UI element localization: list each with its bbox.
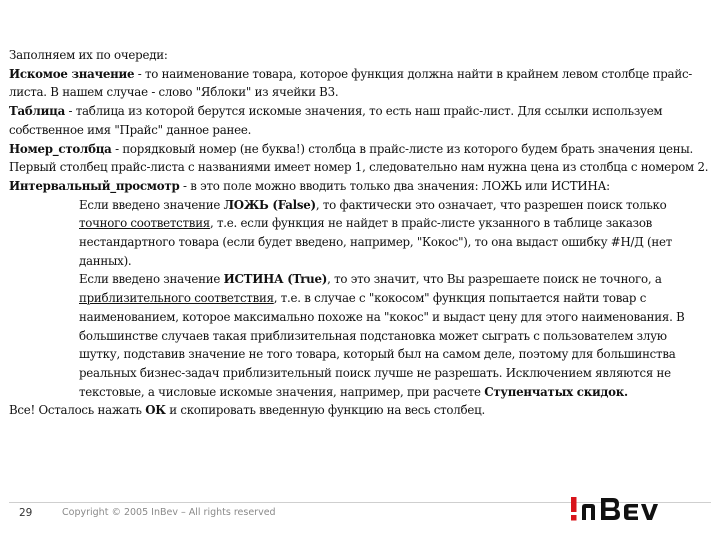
- exact-match-link[interactable]: точного соответствия: [79, 216, 210, 231]
- final-text-2: и скопировать введенную функцию на весь столбец.: [165, 403, 485, 418]
- lookup-value-text: - то наименование товара, которое функция должна найти в крайнем левом столбце прайс-листа. В нашем случае - слово "Яблоки" из ячейки B3.: [9, 66, 693, 100]
- true-text-1: Если введено значение: [79, 272, 224, 287]
- logo-red-bar: [571, 497, 577, 512]
- range-lookup-term: Интервальный_просмотр: [9, 178, 180, 193]
- lookup-value-term: Искомое значение: [9, 66, 135, 81]
- table-text: - таблица из которой берутся искомые значения, то есть наш прайс-лист. Для ссылки используем собственное имя "Прайс" данное ранее.: [9, 104, 663, 137]
- step-discounts-term: Ступенчатых скидок.: [484, 384, 628, 399]
- ok-term: ОК: [145, 403, 166, 418]
- range-lookup-paragraph: [9, 177, 711, 196]
- inbev-logo: [568, 494, 688, 524]
- page-number: 29: [19, 507, 33, 519]
- false-option-paragraph: [9, 196, 711, 271]
- table-paragraph: [9, 102, 711, 139]
- final-paragraph: [9, 401, 711, 420]
- lookup-value-paragraph: [9, 65, 711, 102]
- logo-letter-b: [601, 498, 620, 520]
- col-index-paragraph: [9, 140, 711, 177]
- slide-body: [9, 46, 711, 420]
- logo-letter-e: [624, 504, 638, 520]
- false-text-1: Если введено значение: [79, 197, 224, 212]
- true-text-3: , т.е. в случае с "кокосом" функция попытается найти товар с наименованием, которое максимально похоже на "кокос" и выдаст цену для этого наименования. В большинстве случаев такая приблизительная подстановка может сыграть с пользователем злую шутку, подставив значение не того товара, который был на самом деле, поэтому для большинства реальных бизнес-задач приблизительный поиск лучше не разрешать. Исключением являются не текстовые, а числовые искомые значения, например, при расчете: [79, 291, 685, 399]
- true-term: ИСТИНА (True): [223, 272, 328, 287]
- false-term: ЛОЖЬ (False): [223, 197, 316, 212]
- intro-line: Заполняем их по очереди:: [9, 48, 168, 62]
- col-index-text: - порядковый номер (не буква!) столбца в прайс-листе из которого будем брать значения цены. Первый столбец прайс-листа с названиями имеет номер 1, следовательно нам нужна цена из столбца с номером 2.: [9, 141, 709, 175]
- false-text-2: , то фактически это означает, что разрешен поиск только: [315, 197, 667, 212]
- range-lookup-text: - в это поле можно вводить только два значения: ЛОЖЬ или ИСТИНА:: [179, 178, 610, 193]
- col-index-term: Номер_столбца: [9, 141, 112, 156]
- table-term: Таблица: [9, 104, 65, 119]
- logo-letter-v: [641, 504, 658, 520]
- approximate-match-link[interactable]: приблизительного соответствия: [79, 291, 274, 306]
- logo-letter-n: [582, 504, 595, 520]
- copyright-notice: Copyright © 2005 InBev – All rights reserved: [62, 507, 276, 518]
- logo-red-dot: [571, 515, 577, 521]
- final-text-1: Все! Осталось нажать: [9, 403, 146, 418]
- false-text-3: , т.е. если функция не найдет в прайс-листе укзанного в таблице заказов нестандартного товара (если будет введено, например, "Кокос"), то она выдаст ошибку #Н/Д (нет данных).: [79, 216, 673, 268]
- true-option-paragraph: [9, 270, 711, 401]
- true-text-2: , то это значит, что Вы разрешаете поиск не точного, а: [327, 272, 662, 287]
